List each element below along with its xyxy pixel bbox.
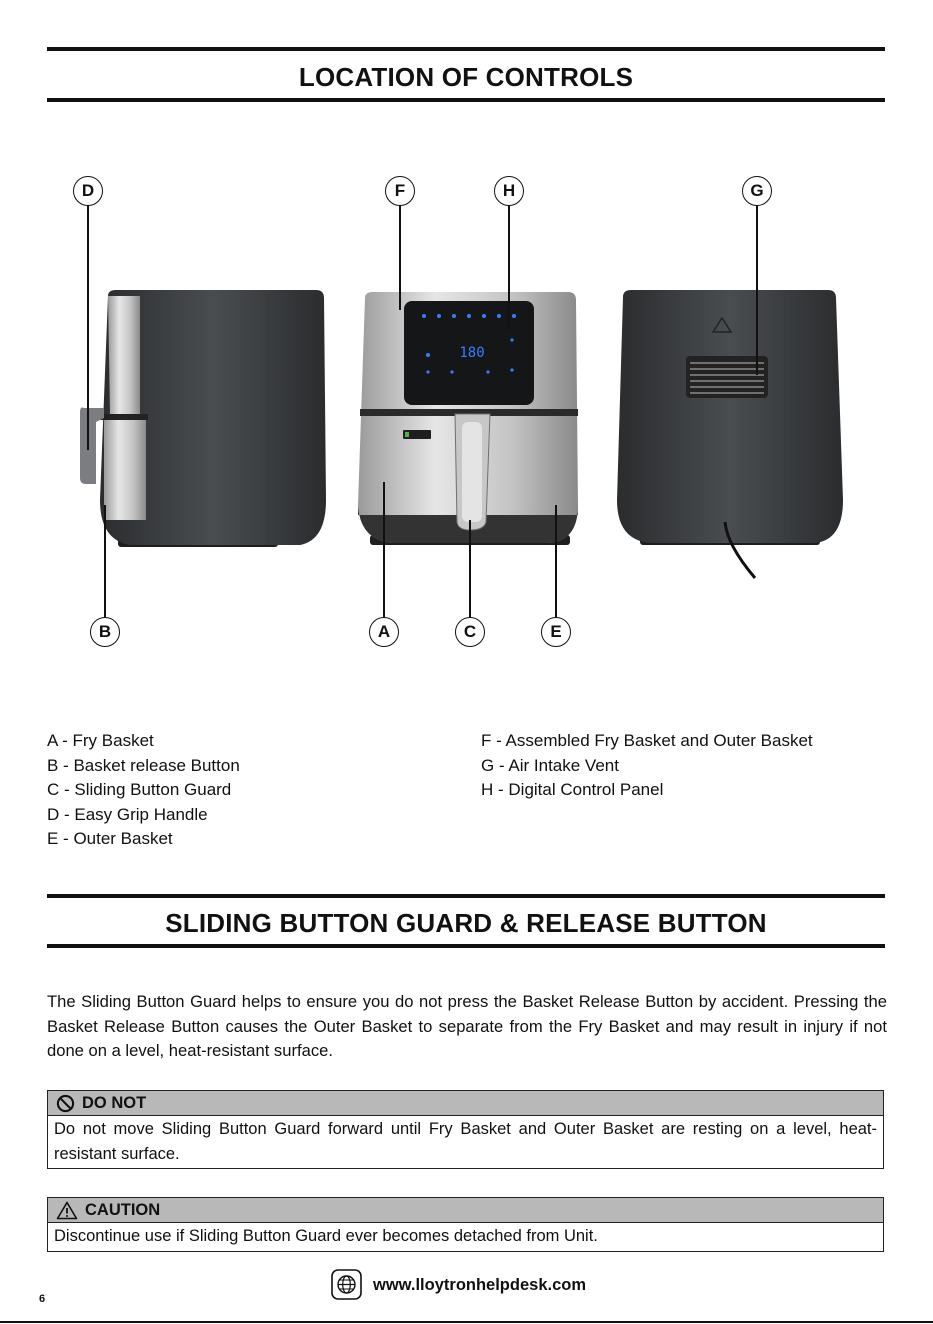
do-not-title: DO NOT — [82, 1093, 147, 1112]
leader-line-e — [555, 505, 557, 617]
callout-e: E — [541, 617, 571, 647]
air-fryer-illustration — [0, 280, 933, 590]
globe-icon — [331, 1269, 362, 1300]
leader-line-g — [756, 205, 758, 375]
leader-line-f — [399, 205, 401, 310]
sliding-guard-description: The Sliding Button Guard helps to ensure you do not press the Basket Release Button by accident. Pressing the Basket Release Button causes the Outer Basket to separate from the Fry Basket and may result in injury if not done on a level, heat-resistant surface. — [47, 992, 887, 1060]
legend-item-a: A - Fry Basket — [47, 731, 154, 750]
callout-h: H — [494, 176, 524, 206]
callout-c: C — [455, 617, 485, 647]
section-title-underline — [47, 98, 885, 102]
legend-left — [47, 729, 240, 852]
do-not-header — [48, 1091, 883, 1116]
leader-line-h — [508, 205, 510, 330]
caution-title: CAUTION — [85, 1200, 161, 1219]
callout-g: G — [742, 176, 772, 206]
page-number: 6 — [39, 1293, 46, 1305]
legend-item-h: H - Digital Control Panel — [481, 780, 664, 799]
prohibited-icon — [56, 1094, 75, 1113]
air-fryer-front-view — [358, 292, 578, 545]
legend-item-c: C - Sliding Button Guard — [47, 780, 232, 799]
bottom-rule — [0, 1321, 933, 1323]
callout-f: F — [385, 176, 415, 206]
footer-website-link[interactable]: www.lloytronhelpdesk.com — [373, 1276, 587, 1294]
air-fryer-side-view — [80, 290, 326, 547]
callout-d: D — [73, 176, 103, 206]
section-title-location-of-controls: LOCATION OF CONTROLS — [298, 62, 634, 92]
leader-line-d — [87, 205, 89, 450]
legend-item-e: E - Outer Basket — [47, 829, 173, 848]
caution-text: Discontinue use if Sliding Button Guard ever becomes detached from Unit. — [54, 1227, 598, 1245]
section2-top-rule — [47, 894, 885, 898]
callout-b: B — [90, 617, 120, 647]
do-not-notice — [47, 1090, 884, 1169]
leader-line-a — [383, 482, 385, 617]
legend-right — [481, 729, 813, 803]
legend-item-g: G - Air Intake Vent — [481, 755, 619, 775]
do-not-text: Do not move Sliding Button Guard forward until Fry Basket and Outer Basket are resting on a level, heat-resistant surface. — [54, 1120, 877, 1163]
caution-notice — [47, 1197, 884, 1252]
section2-title-underline — [47, 944, 885, 948]
callout-a: A — [369, 617, 399, 647]
air-fryer-rear-view — [617, 290, 843, 578]
leader-line-c — [469, 520, 471, 617]
leader-line-b — [104, 505, 106, 617]
legend-item-f: F - Assembled Fry Basket and Outer Basket — [481, 731, 813, 750]
caution-header — [48, 1198, 883, 1223]
top-rule — [47, 47, 885, 51]
warning-triangle-icon — [56, 1201, 78, 1220]
control-panel-display: 180 — [459, 345, 485, 361]
legend-item-d: D - Easy Grip Handle — [47, 804, 208, 824]
section-title-sliding-button-guard: SLIDING BUTTON GUARD & RELEASE BUTTON — [165, 908, 767, 938]
legend-item-b: B - Basket release Button — [47, 755, 240, 775]
